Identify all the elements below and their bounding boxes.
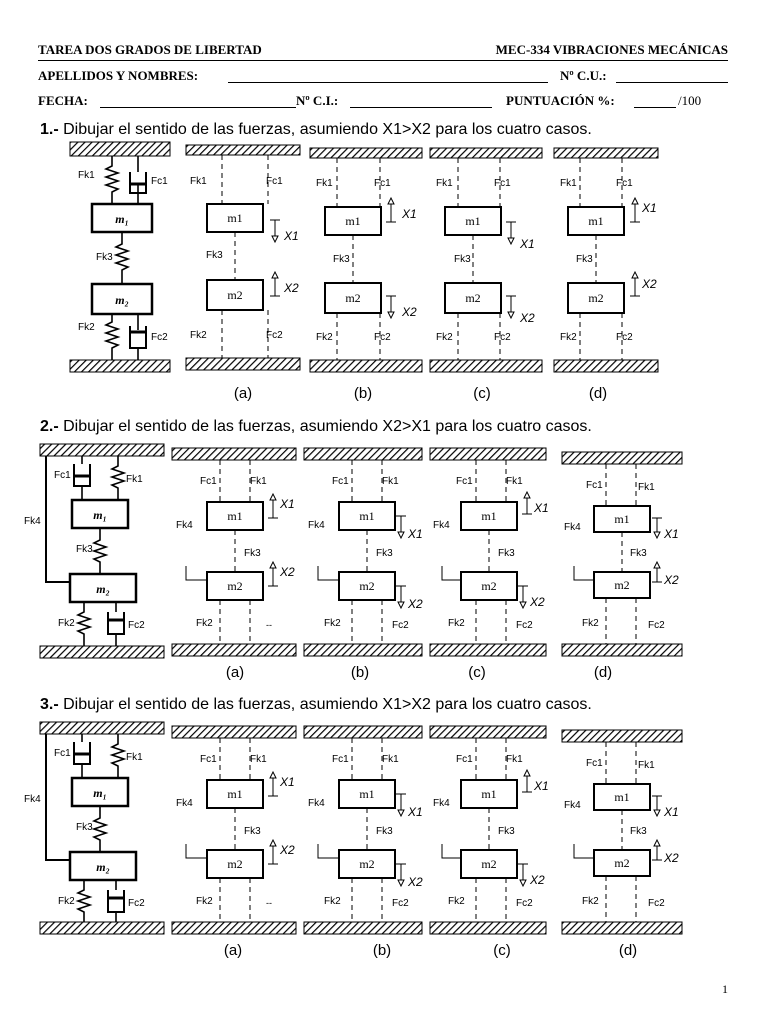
svg-text:Fk1: Fk1 xyxy=(190,176,207,187)
svg-text:Fc1: Fc1 xyxy=(494,178,511,189)
svg-text:Fk4: Fk4 xyxy=(433,798,450,809)
svg-text:Fk3: Fk3 xyxy=(333,254,350,265)
svg-text:Fc2: Fc2 xyxy=(616,332,633,343)
svg-text:Fk1: Fk1 xyxy=(638,482,655,493)
svg-text:m1: m1 xyxy=(227,211,243,225)
page-number: 1 xyxy=(722,982,728,996)
svg-text:Fk2: Fk2 xyxy=(58,618,75,629)
svg-text:m1: m1 xyxy=(359,509,375,523)
svg-text:Fk2: Fk2 xyxy=(582,896,599,907)
spring-k1 xyxy=(106,156,118,204)
svg-text:X1: X1 xyxy=(280,775,295,789)
svg-text:X1: X1 xyxy=(664,805,679,819)
svg-text:Fc2: Fc2 xyxy=(516,620,533,631)
question-1-number: 1.- xyxy=(40,121,59,138)
section-2-label-a: (a) xyxy=(225,664,245,681)
svg-text:X1: X1 xyxy=(664,527,679,541)
svg-text:Fk3: Fk3 xyxy=(630,548,647,559)
assignment-title: TAREA DOS GRADOS DE LIBERTAD xyxy=(38,42,262,57)
damper-c1 xyxy=(74,734,90,778)
svg-text:Fk2: Fk2 xyxy=(436,332,453,343)
svg-text:Fk3: Fk3 xyxy=(630,826,647,837)
svg-text:--: -- xyxy=(266,620,272,630)
svg-text:Fk2: Fk2 xyxy=(448,618,465,629)
svg-text:m₂: m₂ xyxy=(96,860,110,874)
svg-text:X2: X2 xyxy=(408,597,423,611)
section-2-case-b xyxy=(304,448,423,656)
svg-text:X1: X1 xyxy=(408,527,423,541)
svg-text:X2: X2 xyxy=(280,843,295,857)
svg-text:Fk1: Fk1 xyxy=(382,476,399,487)
svg-text:Fk1: Fk1 xyxy=(506,754,523,765)
svg-text:X2: X2 xyxy=(408,875,423,889)
svg-text:X2: X2 xyxy=(664,573,679,587)
spring-k1 xyxy=(112,734,124,778)
svg-text:X1: X1 xyxy=(642,201,657,215)
label-fc2: Fc2 xyxy=(151,332,168,343)
spring-k1 xyxy=(112,456,124,500)
damper-c2 xyxy=(108,880,124,922)
section-3-case-c xyxy=(430,726,549,934)
section-3-case-b xyxy=(304,726,423,934)
svg-text:Fk3: Fk3 xyxy=(454,254,471,265)
svg-text:Fc1: Fc1 xyxy=(332,754,349,765)
spring-k2 xyxy=(106,314,118,360)
svg-text:Fk1: Fk1 xyxy=(382,754,399,765)
cu-label: Nº C.U.: xyxy=(560,68,607,83)
svg-text:Fk4: Fk4 xyxy=(176,798,193,809)
svg-text:Fc1: Fc1 xyxy=(200,476,217,487)
svg-text:Fc2: Fc2 xyxy=(392,898,409,909)
svg-text:Fk4: Fk4 xyxy=(308,520,325,531)
svg-text:m2: m2 xyxy=(481,857,497,871)
svg-text:X1: X1 xyxy=(408,805,423,819)
svg-text:m₂: m₂ xyxy=(96,582,110,596)
svg-text:Fk3: Fk3 xyxy=(576,254,593,265)
section-1-label-c: (c) xyxy=(473,385,491,402)
label-fk1: Fk1 xyxy=(78,170,95,181)
svg-text:m1: m1 xyxy=(227,509,243,523)
svg-text:Fc1: Fc1 xyxy=(266,176,283,187)
svg-text:X1: X1 xyxy=(534,501,549,515)
section-2-case-d xyxy=(562,452,682,656)
spring-k2 xyxy=(78,602,90,646)
section-1-case-b xyxy=(310,148,422,372)
svg-text:X2: X2 xyxy=(530,595,545,609)
svg-text:m2: m2 xyxy=(359,857,375,871)
svg-text:Fk4: Fk4 xyxy=(564,522,581,533)
svg-text:Fc2: Fc2 xyxy=(648,620,665,631)
svg-text:Fc1: Fc1 xyxy=(54,470,71,481)
svg-text:Fc2: Fc2 xyxy=(128,620,145,631)
svg-text:Fk4: Fk4 xyxy=(433,520,450,531)
question-1-text: Dibujar el sentido de las fuerzas, asumiendo X1>X2 para los cuatro casos. xyxy=(63,121,592,138)
svg-text:Fk2: Fk2 xyxy=(196,896,213,907)
svg-text:X2: X2 xyxy=(530,873,545,887)
svg-text:Fk4: Fk4 xyxy=(176,520,193,531)
svg-text:Fc2: Fc2 xyxy=(516,898,533,909)
svg-text:X1: X1 xyxy=(402,207,417,221)
spring-k3 xyxy=(116,232,128,284)
section-3-case-d xyxy=(562,730,682,934)
svg-text:m₁: m₁ xyxy=(93,786,107,800)
svg-text:Fk2: Fk2 xyxy=(448,896,465,907)
svg-text:m2: m2 xyxy=(227,857,243,871)
question-2-number: 2.- xyxy=(40,418,59,435)
svg-text:Fc1: Fc1 xyxy=(374,178,391,189)
svg-text:m2: m2 xyxy=(345,291,361,305)
svg-text:m1: m1 xyxy=(465,214,481,228)
svg-text:Fk1: Fk1 xyxy=(506,476,523,487)
svg-text:X2: X2 xyxy=(664,851,679,865)
damper-c2 xyxy=(130,314,146,360)
score-label: PUNTUACIÓN %: xyxy=(506,93,615,108)
ci-label: Nº C.I.: xyxy=(296,93,339,108)
question-3-text: Dibujar el sentido de las fuerzas, asumiendo X1>X2 para los cuatro casos. xyxy=(63,696,592,713)
svg-text:X2: X2 xyxy=(642,277,657,291)
question-3-number: 3.- xyxy=(40,696,59,713)
svg-text:Fk4: Fk4 xyxy=(24,794,41,805)
section-1-case-c xyxy=(430,148,542,372)
svg-text:Fk2: Fk2 xyxy=(324,618,341,629)
svg-text:X2: X2 xyxy=(520,311,535,325)
svg-text:Fc1: Fc1 xyxy=(616,178,633,189)
section-1-reference-system xyxy=(70,142,170,372)
mass-m2-label: m₂ xyxy=(115,293,129,307)
svg-text:Fk3: Fk3 xyxy=(206,250,223,261)
svg-text:m2: m2 xyxy=(614,578,630,592)
svg-text:m1: m1 xyxy=(614,790,630,804)
svg-text:Fc2: Fc2 xyxy=(266,330,283,341)
svg-text:X1: X1 xyxy=(280,497,295,511)
svg-text:Fk2: Fk2 xyxy=(58,896,75,907)
spring-k3 xyxy=(94,528,106,574)
svg-text:X2: X2 xyxy=(402,305,417,319)
svg-text:Fc1: Fc1 xyxy=(54,748,71,759)
svg-text:Fk1: Fk1 xyxy=(560,178,577,189)
section-2-label-c: (c) xyxy=(468,664,486,681)
svg-text:Fk3: Fk3 xyxy=(498,826,515,837)
svg-text:Fk2: Fk2 xyxy=(324,896,341,907)
svg-text:Fc1: Fc1 xyxy=(586,480,603,491)
svg-text:Fc2: Fc2 xyxy=(494,332,511,343)
svg-text:Fk2: Fk2 xyxy=(196,618,213,629)
svg-text:Fk1: Fk1 xyxy=(126,752,143,763)
svg-text:Fk3: Fk3 xyxy=(376,826,393,837)
svg-text:X1: X1 xyxy=(520,237,535,251)
score-total: /100 xyxy=(678,93,702,108)
svg-text:m2: m2 xyxy=(481,579,497,593)
damper-c1 xyxy=(130,156,146,204)
damper-c1 xyxy=(74,456,90,500)
svg-text:m1: m1 xyxy=(614,512,630,526)
section-2-reference-system xyxy=(24,444,164,658)
svg-text:m1: m1 xyxy=(481,787,497,801)
svg-text:m1: m1 xyxy=(588,214,604,228)
label-fc1: Fc1 xyxy=(151,176,168,187)
label-fk2: Fk2 xyxy=(78,322,95,333)
svg-text:m2: m2 xyxy=(588,291,604,305)
svg-text:Fk1: Fk1 xyxy=(126,474,143,485)
svg-text:Fk3: Fk3 xyxy=(76,822,93,833)
svg-text:m1: m1 xyxy=(359,787,375,801)
svg-text:Fk1: Fk1 xyxy=(316,178,333,189)
name-label: APELLIDOS Y NOMBRES: xyxy=(38,68,199,83)
svg-text:Fc2: Fc2 xyxy=(128,898,145,909)
svg-text:Fc1: Fc1 xyxy=(586,758,603,769)
course-title: MEC-334 VIBRACIONES MECÁNICAS xyxy=(495,42,728,57)
svg-text:m1: m1 xyxy=(227,787,243,801)
spring-k2 xyxy=(78,880,90,922)
svg-text:m2: m2 xyxy=(227,288,243,302)
section-1-label-d: (d) xyxy=(588,385,608,402)
svg-text:Fc1: Fc1 xyxy=(456,754,473,765)
svg-text:Fc1: Fc1 xyxy=(332,476,349,487)
svg-text:m2: m2 xyxy=(614,856,630,870)
date-label: FECHA: xyxy=(38,93,88,108)
svg-text:Fk2: Fk2 xyxy=(560,332,577,343)
svg-text:Fk4: Fk4 xyxy=(564,800,581,811)
section-3-reference-system xyxy=(24,722,164,934)
svg-text:Fk1: Fk1 xyxy=(250,754,267,765)
svg-text:m2: m2 xyxy=(465,291,481,305)
section-1-case-d xyxy=(554,148,658,372)
mass-m1-label: m₁ xyxy=(115,212,129,226)
section-2-label-d: (d) xyxy=(593,664,613,681)
question-2-text: Dibujar el sentido de las fuerzas, asumiendo X2>X1 para los cuatro casos. xyxy=(63,418,592,435)
svg-text:Fk2: Fk2 xyxy=(190,330,207,341)
svg-text:Fk3: Fk3 xyxy=(244,548,261,559)
ground-bottom xyxy=(70,360,170,372)
svg-text:Fc2: Fc2 xyxy=(374,332,391,343)
svg-text:X1: X1 xyxy=(284,229,299,243)
svg-text:Fc1: Fc1 xyxy=(200,754,217,765)
svg-text:Fc1: Fc1 xyxy=(456,476,473,487)
svg-text:m₁: m₁ xyxy=(93,508,107,522)
section-1-label-b: (b) xyxy=(353,385,373,402)
svg-text:m1: m1 xyxy=(481,509,497,523)
section-1-case-a xyxy=(186,145,300,370)
svg-text:Fk1: Fk1 xyxy=(638,760,655,771)
svg-text:Fk1: Fk1 xyxy=(436,178,453,189)
section-3-label-c: (c) xyxy=(493,942,511,959)
svg-text:Fc2: Fc2 xyxy=(392,620,409,631)
svg-text:Fk2: Fk2 xyxy=(316,332,333,343)
svg-text:m1: m1 xyxy=(345,214,361,228)
svg-text:Fk3: Fk3 xyxy=(244,826,261,837)
svg-text:m2: m2 xyxy=(227,579,243,593)
section-2-label-b: (b) xyxy=(350,664,370,681)
svg-text:Fc2: Fc2 xyxy=(648,898,665,909)
spring-k3 xyxy=(94,806,106,852)
svg-text:X1: X1 xyxy=(534,779,549,793)
section-3-label-d: (d) xyxy=(618,942,638,959)
damper-c2 xyxy=(108,602,124,646)
svg-text:Fk2: Fk2 xyxy=(582,618,599,629)
section-3-label-b: (b) xyxy=(372,942,392,959)
svg-text:Fk1: Fk1 xyxy=(250,476,267,487)
svg-text:Fk3: Fk3 xyxy=(376,548,393,559)
svg-text:Fk3: Fk3 xyxy=(498,548,515,559)
section-2-case-a xyxy=(172,448,296,656)
section-3-label-a: (a) xyxy=(223,942,243,959)
svg-text:--: -- xyxy=(266,898,272,908)
section-2-case-c xyxy=(430,448,549,656)
svg-text:Fk4: Fk4 xyxy=(24,516,41,527)
svg-text:Fk3: Fk3 xyxy=(76,544,93,555)
label-fk3: Fk3 xyxy=(96,252,113,263)
section-3-case-a xyxy=(172,726,296,934)
svg-text:m2: m2 xyxy=(359,579,375,593)
svg-text:Fk4: Fk4 xyxy=(308,798,325,809)
section-1-label-a: (a) xyxy=(233,385,253,402)
svg-text:X2: X2 xyxy=(284,281,299,295)
svg-text:X2: X2 xyxy=(280,565,295,579)
ground-top xyxy=(70,142,170,156)
